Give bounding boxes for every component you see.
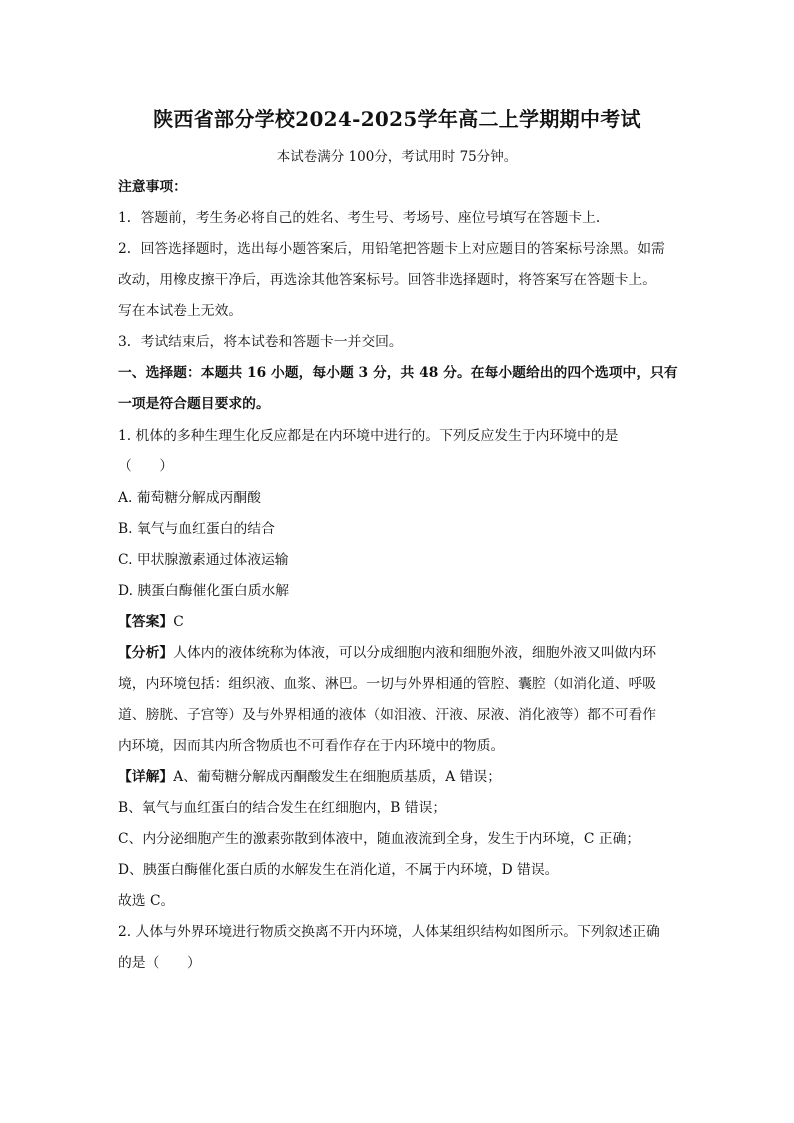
notice-item-3: 3．考试结束后，将本试卷和答题卡一并交回。 (118, 334, 403, 350)
q1-conclusion: 故选 C。 (118, 893, 175, 909)
q1-option-c: C. 甲状腺激素通过体液运输 (118, 552, 289, 568)
q1-answer (118, 612, 688, 632)
notice-item-1: 1．答题前，考生务必将自己的姓名、考生号、考场号、座位号填写在答题卡上． (118, 210, 610, 226)
q1-option-b: B. 氧气与血红蛋白的结合 (118, 521, 275, 537)
q1-option-a: A. 葡萄糖分解成丙酮酸 (118, 490, 261, 506)
q1-detail-line-1 (118, 767, 688, 787)
q1-analysis-line-3: 道、膀胱、子宫等）及与外界相通的液体（如泪液、汗液、尿液、消化液等）都不可看作 (118, 707, 657, 723)
section-header-line-1: 一、选择题：本题共 16 小题，每小题 3 分，共 48 分。在每小题给出的四个选项中，只有 (118, 365, 678, 381)
q2-stem-line-2: 的是（ ） (118, 955, 201, 971)
answer-value: C (173, 614, 184, 630)
q1-analysis-line-2: 境，内环境包括：组织液、血浆、淋巴。一切与外界相通的管腔、囊腔（如消化道、呼吸 (118, 676, 657, 692)
notice-heading: 注意事项： (118, 179, 187, 195)
notice-item-2-line-3: 写在本试卷上无效。 (118, 303, 243, 319)
exam-subtitle: 本试卷满分 100分，考试用时 75分钟。 (276, 149, 518, 165)
detail-tag: 【详解】 (118, 769, 174, 785)
answer-tag: 【答案】 (118, 614, 174, 630)
q1-stem-line-1: 1. 机体的多种生理生化反应都是在内环境中进行的。下列反应发生于内环境中的是 (118, 428, 619, 444)
analysis-tag: 【分析】 (118, 645, 174, 661)
q1-analysis-line-1 (118, 643, 688, 663)
detail-text: A、葡萄糖分解成丙酮酸发生在细胞质基质，A 错误； (173, 769, 502, 785)
notice-item-2-line-1: 2．回答选择题时，选出每小题答案后，用铅笔把答题卡上对应题目的答案标号涂黑。如需 (118, 241, 665, 257)
section-header-line-2: 一项是符合题目要求的。 (118, 396, 270, 412)
q1-detail-line-2: B、氧气与血红蛋白的结合发生在红细胞内，B 错误； (118, 800, 447, 816)
exam-title: 陕西省部分学校2024-2025学年高二上学期期中考试 (153, 107, 641, 131)
q1-stem-line-2: （ ） (118, 458, 174, 474)
q1-analysis-line-4: 内环境，因而其内所含物质也不可看作存在于内环境中的物质。 (118, 738, 505, 754)
q2-stem-line-1: 2. 人体与外界环境进行物质交换离不开内环境，人体某组织结构如图所示。下列叙述正确 (118, 924, 660, 940)
q1-detail-line-4: D、胰蛋白酶催化蛋白质的水解发生在消化道，不属于内环境，D 错误。 (118, 862, 559, 878)
notice-item-2-line-2: 改动，用橡皮擦干净后，再选涂其他答案标号。回答非选择题时，将答案写在答题卡上。 (118, 272, 657, 288)
analysis-text: 人体内的液体统称为体液，可以分成细胞内液和细胞外液，细胞外液又叫做内环 (173, 645, 657, 661)
q1-detail-line-3: C、内分泌细胞产生的激素弥散到体液中，随血液流到全身，发生于内环境，C 正确； (118, 831, 641, 847)
q1-option-d: D. 胰蛋白酶催化蛋白质水解 (118, 583, 290, 599)
